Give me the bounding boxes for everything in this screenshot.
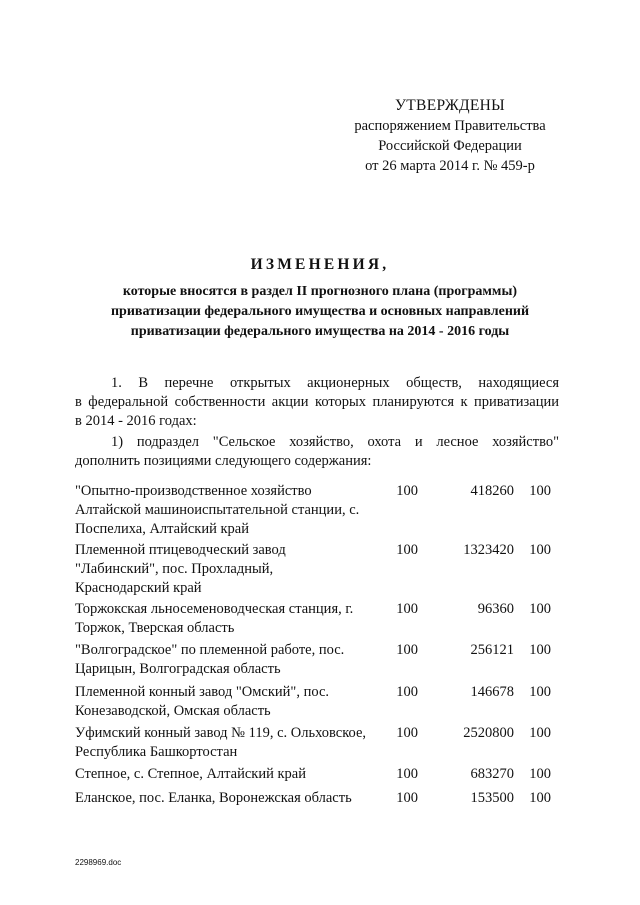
privatized-percent: 100 [529, 766, 551, 782]
privatized-percent: 100 [529, 642, 551, 658]
company-name: Еланское, пос. Еланка, Воронежская область [75, 790, 352, 806]
privatized-percent: 100 [529, 790, 551, 806]
share-percent: 100 [396, 725, 418, 741]
approval-heading: УТВЕРЖДЕНЫ [395, 97, 505, 114]
share-count: 153500 [470, 790, 514, 806]
paragraph-2 [75, 433, 559, 471]
subtitle-line: которые вносятся в раздел II прогнозного плана (программы) [122, 284, 518, 299]
share-percent: 100 [396, 642, 418, 658]
paragraph-1 [75, 374, 559, 431]
share-count: 418260 [470, 483, 514, 499]
company-name: Племенной конный завод "Омский", пос. Конезаводской, Омская область [75, 684, 330, 719]
share-percent: 100 [396, 542, 418, 558]
share-count: 96360 [477, 601, 514, 617]
company-name: "Волгоградское" по племенной работе, пос. Царицын, Волгоградская область [75, 642, 345, 677]
privatized-percent: 100 [529, 542, 551, 558]
document-title: ИЗМЕНЕНИЯ, [250, 256, 390, 273]
share-count: 146678 [470, 684, 514, 700]
company-name: Торжокская льносеменоводческая станция, г. Торжок, Тверская область [75, 601, 354, 636]
approval-line-3: от 26 марта 2014 г. № 459-р [365, 158, 535, 174]
share-percent: 100 [396, 684, 418, 700]
privatized-percent: 100 [529, 601, 551, 617]
company-name: Уфимский конный завод № 119, с. Ольховское, Республика Башкортостан [75, 725, 367, 760]
paragraph-2-line-2: дополнить позициями следующего содержания: [75, 453, 372, 469]
document-subtitle [60, 282, 580, 342]
subtitle-line: приватизации федерального имущества и основных направлений [110, 304, 530, 319]
paragraph-2-line-1: 1) подраздел "Сельское хозяйство, охота и лесное хозяйство" [111, 434, 559, 450]
file-name-footer: 2298969.doc [75, 858, 122, 867]
share-count: 1323420 [463, 542, 514, 558]
paragraph-1-line-1: 1. В перечне открытых акционерных обществ, находящиеся [111, 375, 559, 391]
company-name: Степное, с. Степное, Алтайский край [75, 766, 306, 782]
paragraph-1-line-2: в федеральной собственности акции которых планируются к приватизации [75, 394, 559, 410]
share-percent: 100 [396, 483, 418, 499]
share-count: 2520800 [463, 725, 514, 741]
share-percent: 100 [396, 790, 418, 806]
privatized-percent: 100 [529, 725, 551, 741]
paragraph-1-line-3: в 2014 - 2016 годах: [75, 413, 197, 429]
company-name: "Опытно-производственное хозяйство Алтайской машиноиспытательной станции, с. Поспелиха, Алтайский край [75, 483, 360, 537]
privatized-percent: 100 [529, 684, 551, 700]
subtitle-line: приватизации федерального имущества на 2014 - 2016 годы [130, 324, 510, 339]
company-name: Племенной птицеводческий завод "Лабинский", пос. Прохладный, Краснодарский край [75, 542, 286, 596]
approval-line-1: распоряжением Правительства [354, 118, 546, 134]
privatized-percent: 100 [529, 483, 551, 499]
share-count: 683270 [470, 766, 514, 782]
share-percent: 100 [396, 601, 418, 617]
share-count: 256121 [470, 642, 514, 658]
approval-line-2: Российской Федерации [378, 138, 522, 154]
share-percent: 100 [396, 766, 418, 782]
approval-block [330, 96, 570, 176]
